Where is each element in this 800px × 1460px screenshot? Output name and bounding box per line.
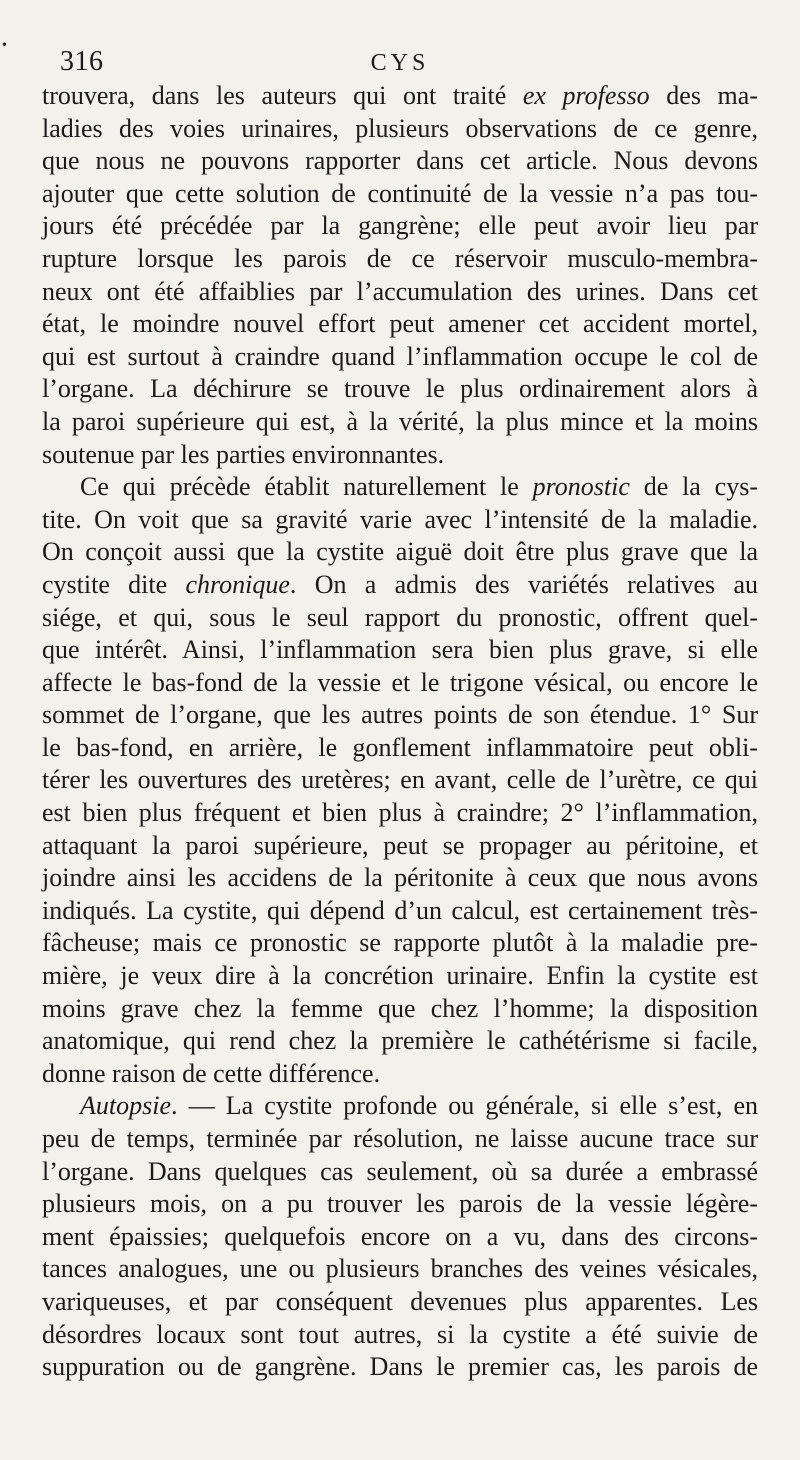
text-segment: variqueuses, et par conséquent devenues plus apparentes. Les [42, 1286, 758, 1316]
text-segment: . On a admis des variétés relatives au [289, 569, 759, 599]
text-line [42, 960, 758, 993]
text-segment: térer les ouvertures des uretères; en avant, celle de l’urètre, ce qui [42, 765, 758, 795]
text-segment: rupture lorsque les parois de ce réservoir musculo-membra- [42, 243, 758, 273]
text-line [42, 895, 758, 928]
text-line [42, 797, 758, 830]
running-head [42, 38, 758, 80]
text-segment: cystite dite [42, 569, 186, 599]
text-line [42, 764, 758, 797]
text-segment: jours été précédée par la gangrène; elle peut avoir lieu par [42, 211, 758, 241]
text-segment: de la cys- [629, 472, 758, 502]
text-line [42, 210, 758, 243]
text-line [42, 602, 758, 635]
text-line [42, 341, 758, 374]
text-line [42, 699, 758, 732]
text-line [42, 1058, 758, 1091]
text-segment: l’organe. La déchirure se trouve le plus ordinairement alors à [42, 374, 758, 404]
text-line [42, 1286, 758, 1319]
text-segment: siége, et qui, sous le seul rapport du pronostic, offrent quel- [42, 602, 758, 632]
text-line [42, 308, 758, 341]
text-segment: trouvera, dans les auteurs qui ont traité [42, 81, 523, 110]
italic-term: pronostic [532, 472, 630, 502]
text-line [42, 1188, 758, 1221]
page-number: 316 [60, 46, 104, 77]
text-segment: fâcheuse; mais ce pronostic se rapporte plutôt à la maladie pre- [42, 928, 758, 958]
text-segment: ajouter que cette solution de continuité de la vessie n’a pas tou- [42, 178, 758, 208]
text-line [42, 113, 758, 146]
text-segment: soutenue par les parties environnantes. [42, 439, 445, 469]
text-line [42, 1025, 758, 1058]
italic-term: Autopsie [80, 1091, 171, 1121]
italic-term: ex professo [522, 81, 650, 110]
text-line [42, 373, 758, 406]
text-segment: indiqués. La cystite, qui dépend d’un calcul, est certainement très- [42, 895, 758, 925]
text-segment: ladies des voies urinaires, plusieurs observations de ce genre, [42, 113, 758, 143]
text-line [42, 406, 758, 439]
text-segment: anatomique, qui rend chez la première le cathétérisme si facile, [42, 1026, 758, 1056]
margin-mark: • [2, 38, 7, 53]
text-line [42, 178, 758, 211]
text-segment: plusieurs mois, on a pu trouver les parois de la vessie légère- [42, 1189, 758, 1219]
book-page [42, 38, 758, 1384]
text-line [42, 993, 758, 1026]
text-segment: tite. On voit que sa gravité varie avec l’intensité de la maladie. [42, 504, 758, 534]
text-segment: des ma- [649, 81, 758, 110]
text-segment: Ce qui précède établit naturellement le [80, 472, 533, 502]
text-line [42, 667, 758, 700]
text-segment: sommet de l’organe, que les autres points de son étendue. 1° Sur [42, 700, 758, 730]
text-line [42, 1221, 758, 1254]
text-line [42, 927, 758, 960]
text-segment: neux ont été affaiblies par l’accumulation des urines. Dans cet [42, 276, 758, 306]
text-segment: état, le moindre nouvel effort peut amener cet accident mortel, [42, 309, 758, 339]
text-line [42, 1319, 758, 1352]
text-line [42, 439, 758, 472]
text-line [42, 1351, 758, 1384]
text-line [42, 569, 758, 602]
text-line [42, 634, 758, 667]
text-line [42, 145, 758, 178]
text-segment: tances analogues, une ou plusieurs branches des veines vésicales, [42, 1254, 758, 1284]
text-segment: On conçoit aussi que la cystite aiguë doit être plus grave que la [42, 537, 758, 567]
text-segment: est bien plus fréquent et bien plus à craindre; 2° l’inflammation, [42, 798, 758, 828]
running-title: CYS [370, 50, 430, 76]
text-segment: donne raison de cette différence. [42, 1058, 381, 1088]
text-segment: attaquant la paroi supérieure, peut se propager au péritoine, et [42, 830, 758, 860]
paragraph [42, 1090, 758, 1383]
text-line [42, 536, 758, 569]
text-line [42, 80, 758, 113]
text-line [42, 1253, 758, 1286]
text-segment: moins grave chez la femme que chez l’homme; la disposition [42, 993, 758, 1023]
text-segment: affecte le bas-fond de la vessie et le trigone vésical, ou encore le [42, 667, 758, 697]
text-segment: . — La cystite profonde ou générale, si elle s’est, en [171, 1091, 758, 1121]
text-line [42, 862, 758, 895]
text-line [42, 1123, 758, 1156]
text-line [42, 1156, 758, 1189]
text-line [42, 504, 758, 537]
text-segment: le bas-fond, en arrière, le gonflement inflammatoire peut obli- [42, 732, 758, 762]
text-line [42, 1090, 758, 1123]
text-segment: qui est surtout à craindre quand l’inflammation occupe le col de [42, 341, 758, 371]
italic-term: chronique [185, 569, 290, 599]
text-segment: que intérêt. Ainsi, l’inflammation sera bien plus grave, si elle [42, 635, 758, 665]
text-segment: que nous ne pouvons rapporter dans cet article. Nous devons [42, 146, 758, 176]
text-segment: désordres locaux sont tout autres, si la cystite a été suivie de [42, 1319, 758, 1349]
text-segment: peu de temps, terminée par résolution, ne laisse aucune trace sur [42, 1124, 758, 1153]
paragraph [42, 80, 758, 471]
paragraph [42, 471, 758, 1090]
text-line [42, 830, 758, 863]
text-segment: ment épaissies; quelquefois encore on a vu, dans des circons- [42, 1221, 758, 1251]
text-segment: la paroi supérieure qui est, à la vérité, la plus mince et la moins [42, 406, 758, 436]
text-line [42, 243, 758, 276]
text-line [42, 276, 758, 309]
text-segment: mière, je veux dire à la concrétion urinaire. Enfin la cystite est [42, 961, 758, 991]
text-line [42, 471, 758, 504]
text-line [42, 732, 758, 765]
text-segment: joindre ainsi les accidens de la péritonite à ceux que nous avons [42, 863, 758, 893]
text-segment: suppuration ou de gangrène. Dans le premier cas, les parois de [42, 1352, 758, 1382]
text-segment: l’organe. Dans quelques cas seulement, où sa durée a embrassé [42, 1156, 758, 1186]
body-text [42, 80, 758, 1384]
